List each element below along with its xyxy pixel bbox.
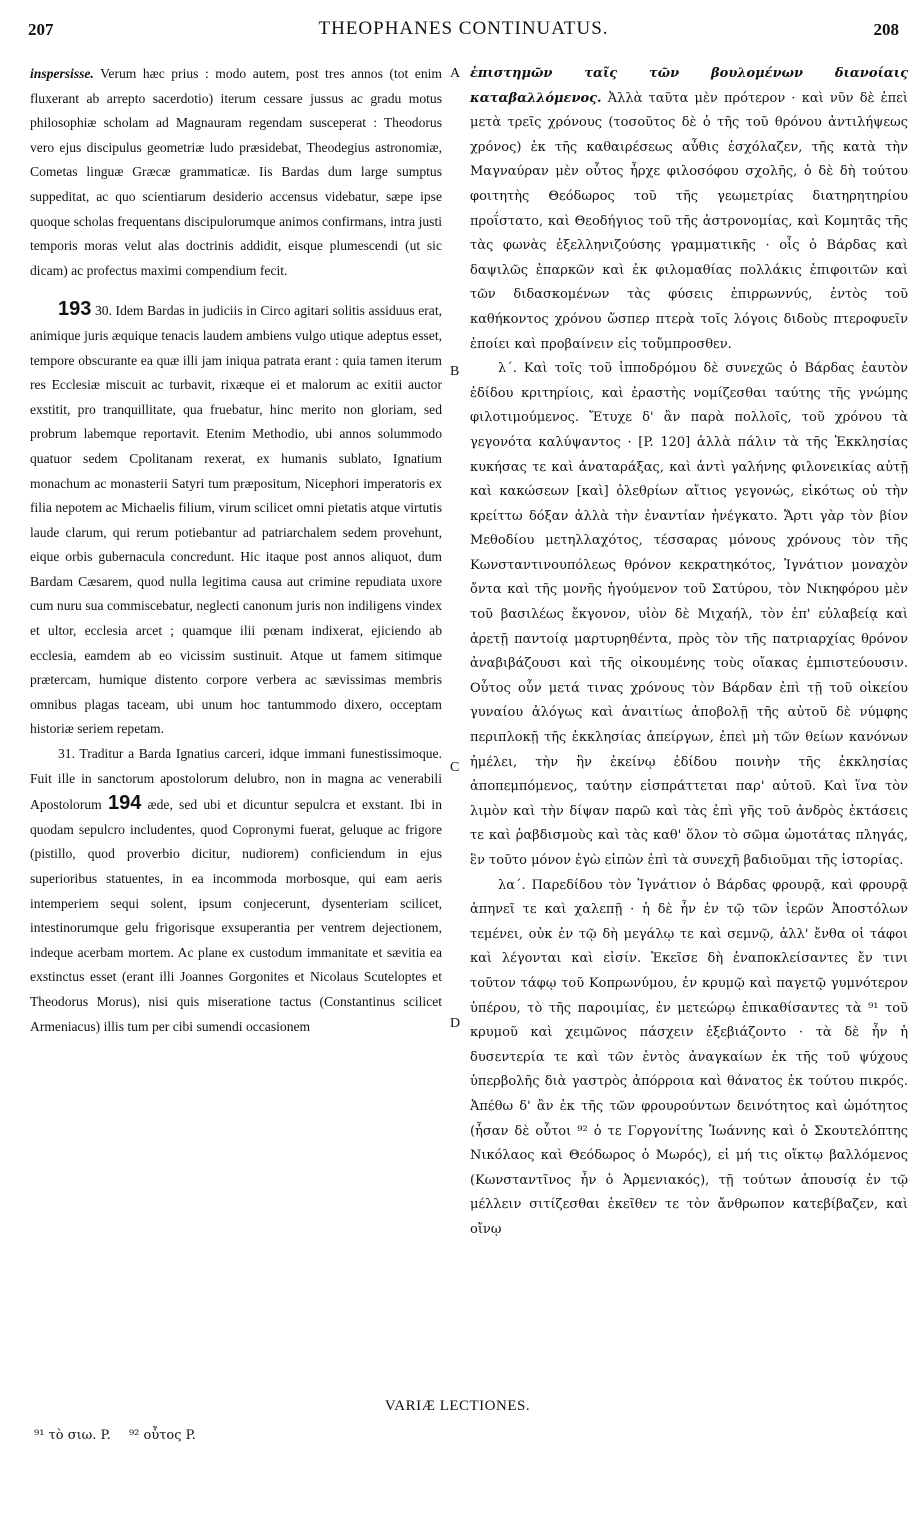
margin-letter-a: A: [450, 66, 461, 81]
page-header: [28, 12, 899, 46]
latin-p3-pre: 31. Traditur a Barda Ignatius carceri, idque immani funestissimoque. Fuit ille in sanctorum apostolorum delubro, non in magna ac venerabili Apostolorum: [30, 746, 442, 813]
latin-p1-italic: inspersisse.: [30, 66, 94, 81]
footnote-92: ⁹² οὗτος P.: [128, 1428, 196, 1443]
greek-p1-italic: ἐπιστημῶν ταῖς τῶν βουλομένων διανοίαις καταβαλλόμενος.: [470, 66, 908, 106]
latin-p3-text: æde, sed ubi et dicuntur sepulcra et exstant. Ibi in quodam sepulcro includentes, quod Copronymi fuerat, geluque ac frigore (pistillo, quod proverbio dicitur, nudiorem) conficiendum in ejus superioribus statuentes, in ea incommoda morbosque, qui eam aeris intemperiem sequi solent, ipsum conjecerunt, dysenteriam scilicet, intestinorumque gelu frigorisque exsuperantia per ventrem dejectionem, indeque acerbam mortem. Ac plane ex custodum immanitate et sævitia ea exstinctus esset (erant illi Joannes Gorgonites et Nicolaus Scuteloptes et Theodorus Morus), nisi quis miseratione tactus (Constantinus scilicet Armeniacus) illis tum per cibi sumendi occasionem: [30, 797, 442, 1034]
latin-p1-text: Verum hæc prius : modo autem, post tres annos (tot enim fluxerant ab arrepto sacerdotio) iterum cessare jussus ac gradu motus philosophiæ scholam ad Magnauram regendam susceperat : Theodorus vero ejus discipulus geometriæ ludo præsidebat, Theodegius astronomiæ, Cometas linguæ Græcæ grammaticæ. Iis Bardas dum large sumptus suppeditat, ac quo scientiarum desiderio accensus videbatur, sæpe ipse quoque scholas frequentans discipulorumque animos confirmans, intra justi temporis moras velut alas doctrinis addidit, eisque plumescendi (ut sic dicam) ac profectus maximi compendium fecit.: [30, 66, 442, 278]
page-number-left: 207: [28, 20, 54, 39]
running-title: THEOPHANES CONTINUATUS.: [318, 18, 609, 39]
greek-paragraph-3: λα΄. Παρεδίδου τὸν Ἰγνάτιον ὁ Βάρδας φρουρᾷ, καὶ φρουρᾷ ἀπηνεῖ τε καὶ χαλεπῇ · ἡ δὲ ἦν ἐν τῷ τῶν ἱερῶν Ἀποστόλων τεμένει, οὐκ ἐν τῷ δὴ μεγάλῳ τε καὶ σεμνῷ, ἀλλ' ἔνθα οἱ τάφοι καὶ λέγονται καὶ εἰσίν. Ἐκεῖσε δὴ ἐναποκλείσαντες ἔν τινι τοῦτον τάφῳ τοῦ Κοπρωνύμου, ἐν κρυμῷ καὶ παγετῷ γυμνότερον ὑπέρου, τὸ τῆς παροιμίας, ἐν μετεώρῳ ἐπικαθίσαντες τὰ ⁹¹ τοῦ κρυμοῦ καὶ χειμῶνος πάσχειν ἐξεβιάζοντο · τὰ δὲ ἦν ἡ δυσεντερία τε καὶ τῶν ἐντὸς ἀναγκαίων ἐκ τῆς τοῦ ψύχους ὑπερβολῆς διὰ γαστρὸς ἀπόρροια καὶ θάνατος ἐκ τούτου πικρός. Ἀπέθω δ' ἂν ἐκ τῆς τῶν φρουρούντων δεινότητος καὶ ὠμότητος (ἦσαν δὲ οὗτοι ⁹² ὁ τε Γοργονίτης Ἰωάννης καὶ ὁ Σκουτελόπτης Νικόλαος καὶ Θεόδωρος ὁ Μωρός), εἰ μή τις οἴκτῳ βαλλόμενος (Κωνσταντῖνος ἦν ὁ Ἀρμενιακός), τῇ τούτων ἀπουσίᾳ ἐν τῷ μέλλειν σιτίζεσθαι ἐκεῖθεν τε τὸν ἄνθρωπον κατεβίβαζεν, καὶ οἴνῳ: [470, 877, 908, 1237]
margin-letter-d: D: [450, 1016, 461, 1031]
greek-column: [470, 62, 908, 1237]
greek-paragraph-2: λ΄. Καὶ τοῖς τοῦ ἱπποδρόμου δὲ συνεχῶς ὁ Βάρδας ἑαυτὸν ἐδίδου κριτηρίοις, καὶ ἐραστὴς νομίζεσθαι ταύτης τῆς γνώμης φιλοτιμούμενος. Ἔτυχε δ' ἂν παρὰ πολλοῖς, τοῦ χρόνου τὰ γεγονότα καλύψαντος · [P. 120] ἀλλὰ πάλιν τὰ τῆς Ἐκκλησίας κυκήσας τε καὶ ἀναταράξας, καὶ ἀντὶ γαλήνης φιλονεικίας αὐτῇ καὶ κακώσεων [καὶ] ὀλεθρίων αἴτιος γεγονώς, εἰκότως οὐ τὴν κρείττω δόξαν ἀλλὰ τὴν ἐναντίαν ἠνέγκατο. Ἄρτι γὰρ τὸν βίον Μεθοδίου μετηλλαχότος, τέσσαρας μόνους χρόνους τὸν τῆς Κωνσταντινουπόλεως θρόνον κεκρατηκότος, Ἰγνάτιον μοναχὸν ὄντα καὶ τῆς μονῆς ἡγούμενον τοῦ Σατύρου, τὸν Νικηφόρου μὲν τοῦ βασιλέως ἔκγονον, υἱὸν δὲ Μιχαήλ, τὸν ἐπ' εὐλαβείᾳ καὶ ἀρετῇ παντοίᾳ μαρτυρηθέντα, πρὸς τὸν τῆς πατριαρχίας θρόνον ἀναβιβάζουσι καὶ τῆς οἰκουμένης τοὺς οἴακας ἐμπιστεύουσιν. Οὗτος οὖν μετά τινας χρόνους τὸν Βάρδαν ἐπὶ τῇ τοῦ οἰκείου γυναίου ἀλόγως καὶ ἀναιτίως ἀποβολῇ τῆς αὐτοῦ δὲ νύμφης περιπλοκῇ τῆς ἐκκλησίας ἀπείργων, ἐπεὶ μὴ τῶν θείων κανόνων ἠμέλει, τὴν ἣν ἐκείνῳ ἐδίδου ποινὴν τῆς ἐκκλησίας ἀποπεμπόμενος, ταύτην εἰσπράττεται παρ' αὐτοῦ. Καὶ ἵνα τὸν λιμὸν καὶ τὴν δίψαν παρῶ καὶ τὰς ἐπὶ γῆς τοῦ ἀνδρὸς ἐκτάσεις τε καὶ ῥαβδισμοὺς καὶ τὰς καθ' ὅλον τὸ σῶμα ὠμοτάτας πληγάς, ἓν τοῦτο μόνον ἐγὼ εἰπὼν ἐπὶ τὰ συνεχῆ βαδιοῦμαι τῆς ἱστορίας.: [470, 361, 908, 868]
latin-section-number-193: 193: [58, 298, 92, 321]
latin-paragraph-3: [30, 742, 442, 1039]
margin-letter-c: C: [450, 760, 460, 775]
footnote-91: ⁹¹ τὸ σιω. P.: [34, 1428, 111, 1443]
footnotes: [34, 1428, 210, 1443]
variae-lectiones-heading: VARIÆ LECTIONES.: [384, 1398, 531, 1414]
latin-column: [30, 62, 442, 1137]
margin-letter-b: B: [450, 364, 460, 379]
latin-paragraph-2: [30, 297, 442, 742]
greek-paragraph-1: [470, 62, 908, 357]
latin-section-number-194: 194: [107, 792, 142, 815]
greek-p1-text: Ἀλλὰ ταῦτα μὲν πρότερον · καὶ νῦν δὲ ἐπεὶ μετὰ τρεῖς χρόνους (τοσοῦτος δὲ ὁ τῆς τοῦ θρόνου ἀντιλήψεως χρόνος) ἐκ τῆς καθαιρέσεως αὖθις ἐσχόλαζεν, τῆς κατὰ τὴν Μαγναύραν μὲν οὗτος ἦρχε φιλοσόφου σχολῆς, ὁ δὲ δὴ τούτου φοιτητὴς Θεόδωρος τοῦ τῆς γεωμετρίας διατηρητηρίου προΐστατο, καὶ Θεοδήγιος τοῦ τῆς ἀστρονομίας, καὶ Κομητᾶς τῆς τὰς φωνὰς ἐξελληνιζούσης γραμματικῆς · οἷς ὁ Βάρδας καὶ δαψιλῶς ἐπαρκῶν καὶ ἐκ φιλομαθίας πολλάκις ἐπιφοιτῶν καὶ τῶν διδασκομένων τὰς φύσεις ἐπιρρωννύς, ἐντὸς τοῦ καθήκοντος χρόνου ὥσπερ πτερὰ τοῖς λόγοις διδοὺς πτεροφυεῖν ἐποίει καὶ προβαίνειν εἰς τοὔμπροσθεν.: [470, 90, 908, 352]
page-number-right: 208: [873, 20, 899, 39]
latin-p2-text: 30. Idem Bardas in judiciis in Circo agitari solitis assiduus erat, animique juris æquique tenacis laudem ambiens vulgo utique adeptus esset, tempore obscurante ea quæ illi jam iniqua patrata erant : quia tamen iterum res Ecclesiæ miscuit ac turbavit, rixæque ei et malorum ac exitii auctor exstitit, pro tranquillitate, qua fruebatur, hinc merito non gloriam, sed probrum labemque reportavit. Etenim Methodio, ubi annos solummodo quatuor sedem Cpolitanam rexerat, ex humanis sublato, Ignatium monachum ac monasterii Satyri tum præpositum, Nicephori imperatoris ex filia nepotem ac Michaelis filium, virum scilicet omni pietatis atque virtutis laude clarum, qui rerum potiebantur ad patriarchalem sedem provehunt, eique orbis gubernacula concredunt. Hic itaque post annos aliquot, dum Bardam Cæsarem, quod nulla legitima causa aut crimine repudiata uxore cum nuru sua commiscebatur, neglecti canonum juris non indiligens vindex et ultor, ecclesia arcet ; quamque ilii pœnam indixerat, ejiciendo ab ecclesia, eamdem ab eo vicissim sustinuit. Atque ut famem sitimque prætercam, humique distento corpore verbera ac sævissimas membris omnibus plagas taceam, ubi unum hoc tantummodo dixero, occeptam historiæ seriem repetam.: [30, 303, 442, 737]
latin-paragraph-1: [30, 62, 442, 283]
